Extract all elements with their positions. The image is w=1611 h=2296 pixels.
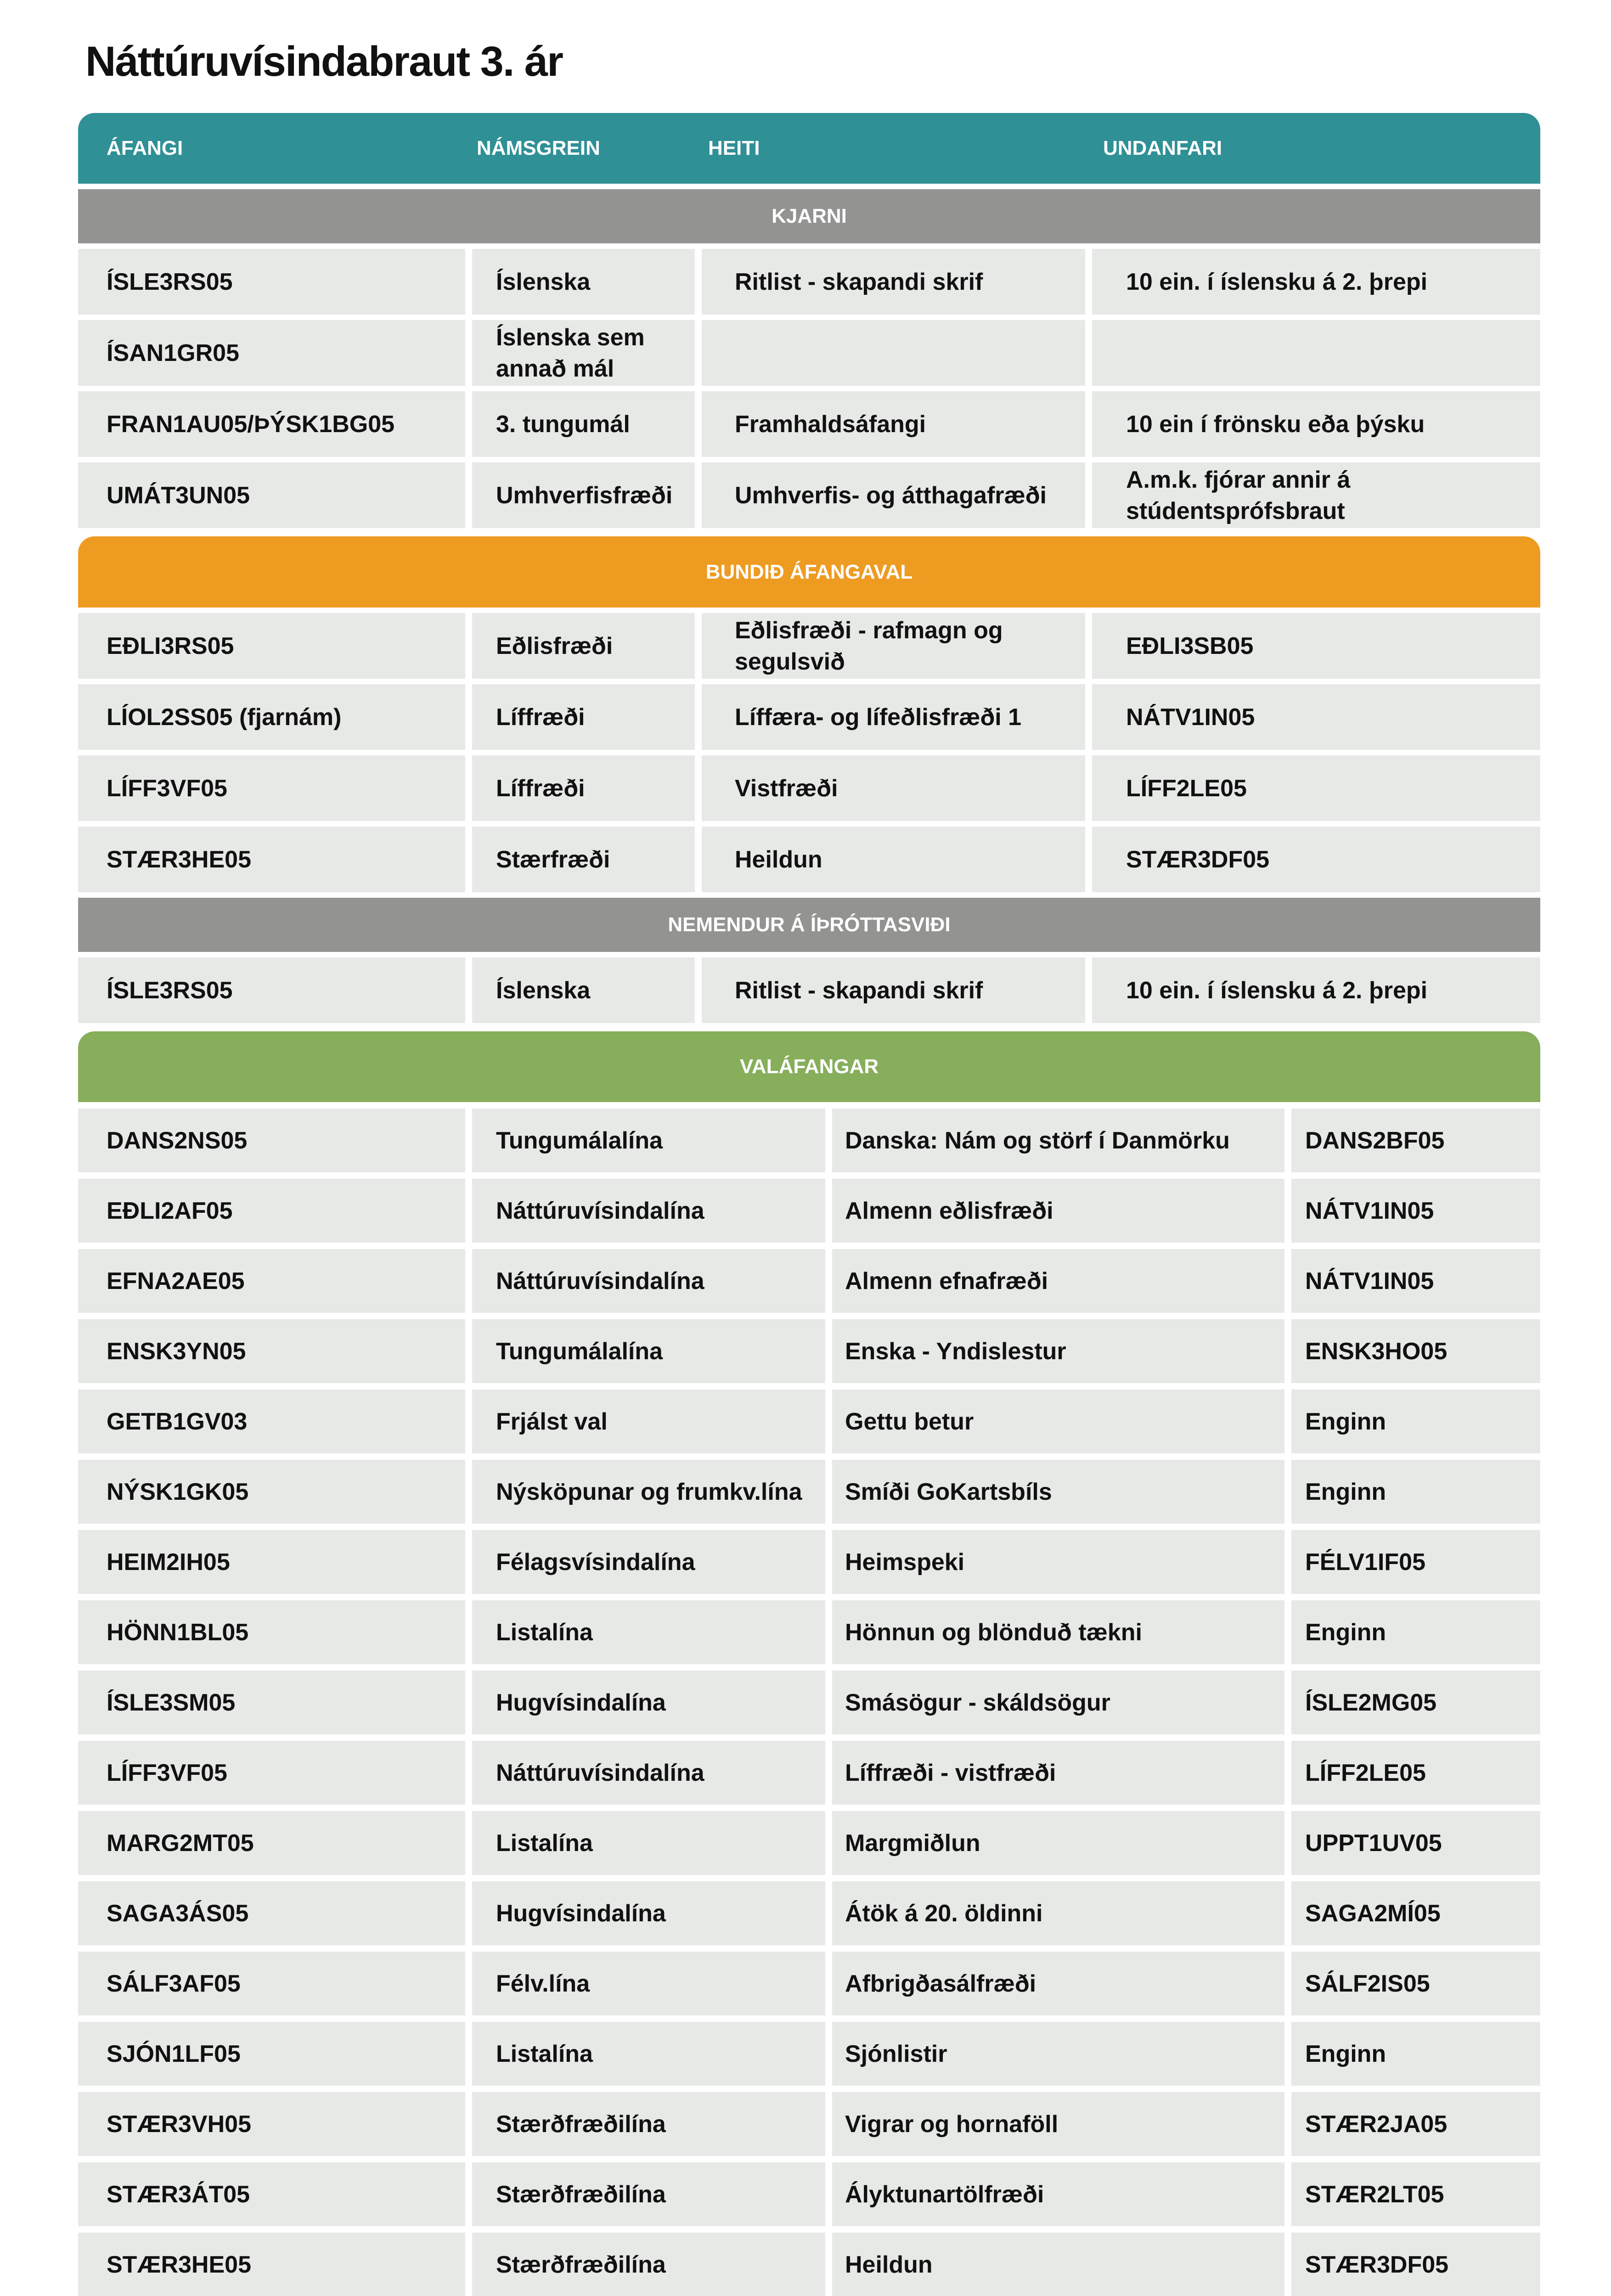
section-kjarni: KJARNI	[78, 189, 1540, 243]
ithrottasvid-rows	[78, 957, 1540, 1023]
cell-undanfari: SÁLF2IS05	[1291, 1952, 1540, 2015]
bundid-rows	[78, 613, 1540, 892]
cell-heiti: Margmiðlun	[832, 1811, 1284, 1875]
cell-undanfari: Enginn	[1291, 2022, 1540, 2086]
header-heiti: HEITI	[708, 137, 760, 159]
cell-heiti: Danska: Nám og störf í Danmörku	[832, 1109, 1284, 1172]
table-row	[78, 1319, 1540, 1383]
cell-namsgrein: Eðlisfræði	[472, 613, 695, 679]
table-row	[78, 827, 1540, 892]
cell-afangi: HEIM2IH05	[78, 1530, 465, 1594]
cell-undanfari: Enginn	[1291, 1600, 1540, 1664]
cell-namsgrein: Náttúruvísindalína	[472, 1179, 825, 1243]
cell-heiti: Almenn eðlisfræði	[832, 1179, 1284, 1243]
valafangar-rows	[78, 1109, 1540, 2296]
cell-afangi: LÍFF3VF05	[78, 1741, 465, 1805]
cell-afangi: STÆR3HE05	[78, 827, 465, 892]
cell-afangi: FRAN1AU05/ÞÝSK1BG05	[78, 391, 465, 457]
cell-namsgrein: Listalína	[472, 1811, 825, 1875]
table-row	[78, 1249, 1540, 1313]
cell-namsgrein: Tungumálalína	[472, 1109, 825, 1172]
cell-heiti: Eðlisfræði - rafmagn og segulsvið	[702, 613, 1085, 679]
cell-undanfari: NÁTV1IN05	[1092, 684, 1540, 750]
cell-undanfari: Enginn	[1291, 1390, 1540, 1453]
cell-namsgrein: Íslenska	[472, 249, 695, 315]
table-row	[78, 1811, 1540, 1875]
cell-namsgrein: Umhverfisfræði	[472, 462, 695, 528]
table-row	[78, 1881, 1540, 1945]
header-namsgrein: NÁMSGREIN	[477, 137, 600, 159]
cell-afangi: SJÓN1LF05	[78, 2022, 465, 2086]
cell-heiti: Ritlist - skapandi skrif	[702, 249, 1085, 315]
cell-heiti: Líffræði - vistfræði	[832, 1741, 1284, 1805]
table-row	[78, 2092, 1540, 2156]
table-row	[78, 391, 1540, 457]
cell-afangi: EÐLI3RS05	[78, 613, 465, 679]
table-row	[78, 755, 1540, 821]
cell-namsgrein: Listalína	[472, 2022, 825, 2086]
cell-undanfari: STÆR2JA05	[1291, 2092, 1540, 2156]
cell-undanfari: LÍFF2LE05	[1291, 1741, 1540, 1805]
cell-namsgrein: Stærfræði	[472, 827, 695, 892]
cell-heiti: Smíði GoKartsbíls	[832, 1460, 1284, 1524]
cell-heiti: Smásögur - skáldsögur	[832, 1671, 1284, 1734]
cell-heiti: Almenn efnafræði	[832, 1249, 1284, 1313]
cell-namsgrein: Stærðfræðilína	[472, 2233, 825, 2296]
table-row	[78, 320, 1540, 386]
table-row	[78, 2022, 1540, 2086]
cell-undanfari: STÆR3DF05	[1092, 827, 1540, 892]
cell-afangi: ENSK3YN05	[78, 1319, 465, 1383]
cell-afangi: STÆR3VH05	[78, 2092, 465, 2156]
cell-namsgrein: Stærðfræðilína	[472, 2092, 825, 2156]
table-row	[78, 1671, 1540, 1734]
cell-heiti: Ritlist - skapandi skrif	[702, 957, 1085, 1023]
table-row	[78, 1460, 1540, 1524]
cell-afangi: GETB1GV03	[78, 1390, 465, 1453]
cell-heiti: Umhverfis- og átthagafræði	[702, 462, 1085, 528]
cell-undanfari: NÁTV1IN05	[1291, 1179, 1540, 1243]
cell-afangi: ÍSAN1GR05	[78, 320, 465, 386]
cell-afangi: STÆR3ÁT05	[78, 2162, 465, 2226]
cell-namsgrein: Líffræði	[472, 755, 695, 821]
cell-undanfari: 10 ein í frönsku eða þýsku	[1092, 391, 1540, 457]
cell-undanfari: STÆR3DF05	[1291, 2233, 1540, 2296]
cell-namsgrein: Náttúruvísindalína	[472, 1741, 825, 1805]
kjarni-rows	[78, 249, 1540, 528]
table-row	[78, 684, 1540, 750]
table-row	[78, 2233, 1540, 2296]
cell-afangi: NÝSK1GK05	[78, 1460, 465, 1524]
section-valafangar: VALÁFANGAR	[78, 1031, 1540, 1102]
cell-namsgrein: Frjálst val	[472, 1390, 825, 1453]
header-undanfari: UNDANFARI	[1103, 137, 1222, 159]
table-row	[78, 1952, 1540, 2015]
cell-heiti: Vistfræði	[702, 755, 1085, 821]
cell-undanfari: Enginn	[1291, 1460, 1540, 1524]
table-row	[78, 1600, 1540, 1664]
cell-undanfari: ÍSLE2MG05	[1291, 1671, 1540, 1734]
cell-afangi: DANS2NS05	[78, 1109, 465, 1172]
table-row	[78, 2162, 1540, 2226]
cell-heiti: Heildun	[702, 827, 1085, 892]
header-afangi: ÁFANGI	[107, 137, 183, 159]
cell-undanfari: STÆR2LT05	[1291, 2162, 1540, 2226]
cell-undanfari: EÐLI3SB05	[1092, 613, 1540, 679]
cell-afangi: EÐLI2AF05	[78, 1179, 465, 1243]
cell-namsgrein: Stærðfræðilína	[472, 2162, 825, 2226]
cell-heiti: Vigrar og hornaföll	[832, 2092, 1284, 2156]
cell-afangi: SAGA3ÁS05	[78, 1881, 465, 1945]
cell-namsgrein: Félv.lína	[472, 1952, 825, 2015]
cell-afangi: ÍSLE3RS05	[78, 957, 465, 1023]
cell-undanfari: SAGA2MÍ05	[1291, 1881, 1540, 1945]
page-title: Náttúruvísindabraut 3. ár	[85, 38, 563, 85]
table-row	[78, 1109, 1540, 1172]
cell-undanfari: LÍFF2LE05	[1092, 755, 1540, 821]
cell-heiti: Líffæra- og lífeðlisfræði 1	[702, 684, 1085, 750]
cell-afangi: LÍFF3VF05	[78, 755, 465, 821]
cell-undanfari: NÁTV1IN05	[1291, 1249, 1540, 1313]
cell-namsgrein: Íslenska	[472, 957, 695, 1023]
cell-undanfari	[1092, 320, 1540, 386]
cell-namsgrein: Hugvísindalína	[472, 1671, 825, 1734]
cell-heiti: Ályktunartölfræði	[832, 2162, 1284, 2226]
cell-heiti: Heildun	[832, 2233, 1284, 2296]
cell-undanfari: FÉLV1IF05	[1291, 1530, 1540, 1594]
table-row	[78, 249, 1540, 315]
cell-afangi: UMÁT3UN05	[78, 462, 465, 528]
table-row	[78, 613, 1540, 679]
cell-undanfari: 10 ein. í íslensku á 2. þrepi	[1092, 249, 1540, 315]
cell-namsgrein: Listalína	[472, 1600, 825, 1664]
cell-namsgrein: Félagsvísindalína	[472, 1530, 825, 1594]
cell-namsgrein: Nýsköpunar og frumkv.lína	[472, 1460, 825, 1524]
cell-afangi: LÍOL2SS05 (fjarnám)	[78, 684, 465, 750]
cell-undanfari: A.m.k. fjórar annir á stúdentsprófsbraut	[1092, 462, 1540, 528]
cell-undanfari: ENSK3HO05	[1291, 1319, 1540, 1383]
cell-heiti: Enska - Yndislestur	[832, 1319, 1284, 1383]
table-row	[78, 1179, 1540, 1243]
cell-afangi: HÖNN1BL05	[78, 1600, 465, 1664]
cell-afangi: MARG2MT05	[78, 1811, 465, 1875]
cell-namsgrein: Tungumálalína	[472, 1319, 825, 1383]
cell-namsgrein: Líffræði	[472, 684, 695, 750]
cell-undanfari: UPPT1UV05	[1291, 1811, 1540, 1875]
cell-afangi: STÆR3HE05	[78, 2233, 465, 2296]
table-row	[78, 1741, 1540, 1805]
cell-undanfari: DANS2BF05	[1291, 1109, 1540, 1172]
cell-heiti: Heimspeki	[832, 1530, 1284, 1594]
cell-namsgrein: Hugvísindalína	[472, 1881, 825, 1945]
cell-namsgrein: 3. tungumál	[472, 391, 695, 457]
cell-afangi: SÁLF3AF05	[78, 1952, 465, 2015]
table-row	[78, 462, 1540, 528]
table-row	[78, 1530, 1540, 1594]
cell-undanfari: 10 ein. í íslensku á 2. þrepi	[1092, 957, 1540, 1023]
cell-afangi: ÍSLE3SM05	[78, 1671, 465, 1734]
section-ithrottasvid: NEMENDUR Á ÍÞRÓTTASVIÐI	[78, 898, 1540, 952]
cell-heiti: Sjónlistir	[832, 2022, 1284, 2086]
cell-heiti: Átök á 20. öldinni	[832, 1881, 1284, 1945]
table-row	[78, 957, 1540, 1023]
cell-afangi: ÍSLE3RS05	[78, 249, 465, 315]
section-bundid-afangaval: BUNDIÐ ÁFANGAVAL	[78, 536, 1540, 608]
cell-namsgrein: Íslenska sem annað mál	[472, 320, 695, 386]
cell-namsgrein: Náttúruvísindalína	[472, 1249, 825, 1313]
course-table	[78, 113, 1540, 2296]
cell-heiti: Gettu betur	[832, 1390, 1284, 1453]
table-row	[78, 1390, 1540, 1453]
cell-heiti	[702, 320, 1085, 386]
cell-heiti: Framhaldsáfangi	[702, 391, 1085, 457]
cell-heiti: Afbrigðasálfræði	[832, 1952, 1284, 2015]
cell-afangi: EFNA2AE05	[78, 1249, 465, 1313]
table-header	[78, 113, 1540, 184]
cell-heiti: Hönnun og blönduð tækni	[832, 1600, 1284, 1664]
